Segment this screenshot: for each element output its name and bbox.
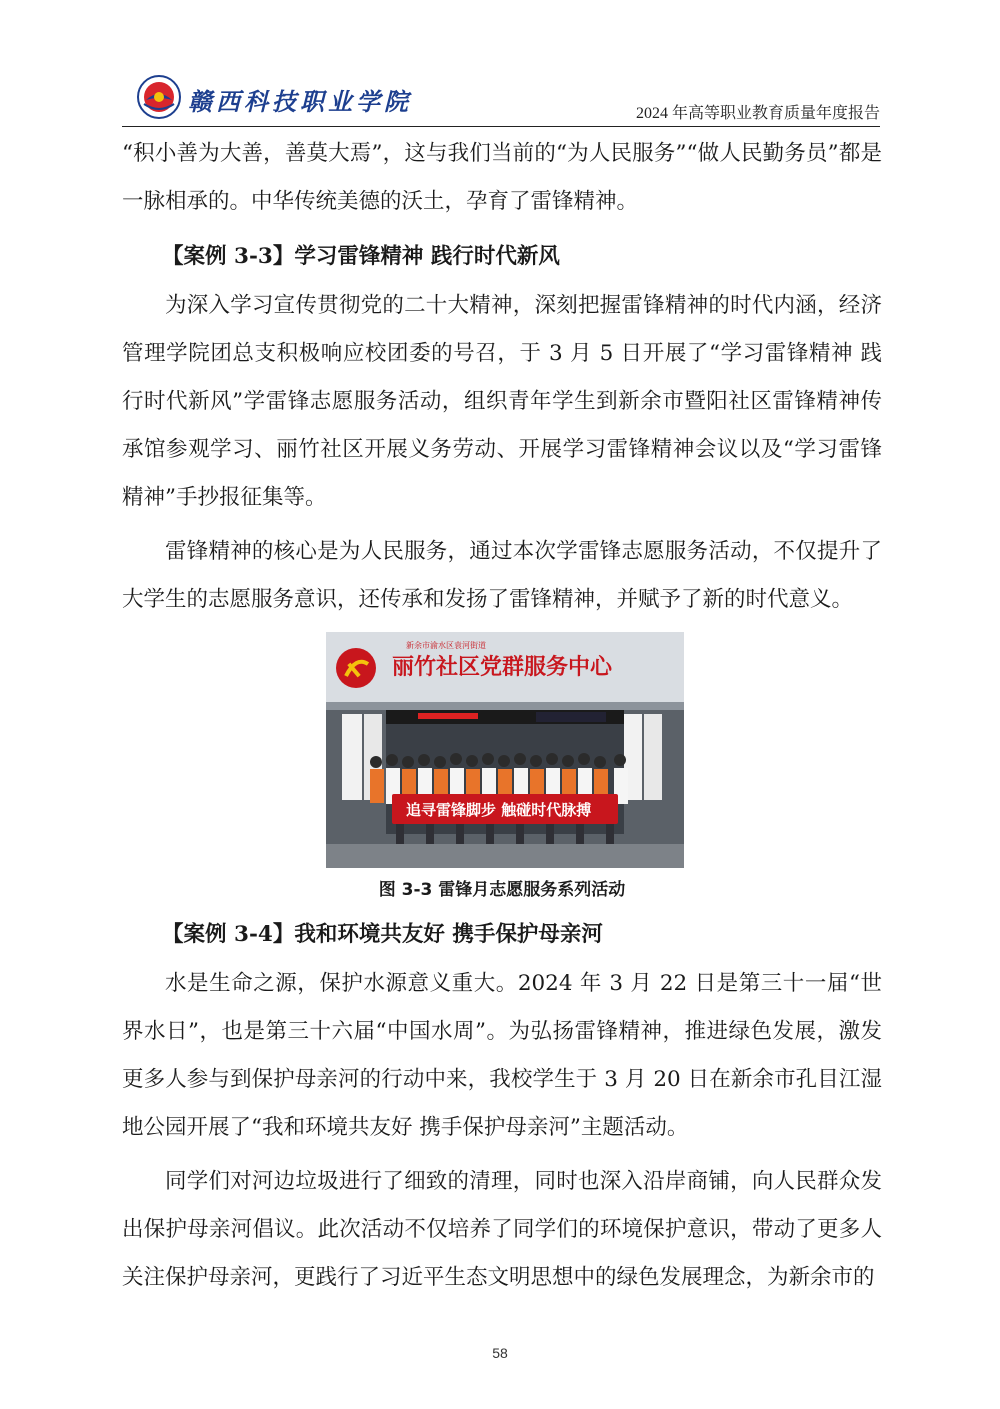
page-content [122, 130, 882, 1308]
activity-photo [326, 632, 684, 868]
photo-banner-text: 追寻雷锋脚步 触碰时代脉搏 [406, 801, 592, 819]
photo-sign-small: 新余市渝水区袁河街道 [406, 641, 486, 650]
page-header [122, 72, 880, 127]
figure-caption: 图 3-3 雷锋月志愿服务系列活动 [378, 880, 626, 900]
paragraph: 雷锋精神的核心是为人民服务，通过本次学雷锋志愿服务活动，不仅提升了大学生的志愿服务意识，还传承和发扬了雷锋精神，并赋予了新的时代意义。 [122, 539, 882, 612]
school-logo-icon [136, 74, 182, 120]
paragraph: 为深入学习宣传贯彻党的二十大精神，深刻把握雷锋精神的时代内涵，经济管理学院团总支积极响应校团委的号召，于 3 月 5 日开展了“学习雷锋精神 践行时代新风”学雷锋志愿服务活动，组织青年学生到新余市暨阳社区雷锋精神传承馆参观学习、丽竹社区开展义务劳动、开展学习雷锋精神会议以及“学习雷锋精神”手抄报征集等。 [122, 293, 882, 510]
report-title: 2024 年高等职业教育质量年度报告 [635, 105, 880, 122]
case-heading: 【案例 3-3】学习雷锋精神 践行时代新风 [162, 244, 560, 269]
paragraph: “积小善为大善，善莫大焉”，这与我们当前的“为人民服务”“做人民勤务员”都是一脉相承的。中华传统美德的沃土，孕育了雷锋精神。 [122, 141, 882, 214]
paragraph: 同学们对河边垃圾进行了细致的清理，同时也深入沿岸商铺，向人民群众发出保护母亲河倡议。此次活动不仅培养了同学们的环境保护意识，带动了更多人关注保护母亲河，更践行了习近平生态文明思想中的绿色发展理念，为新余市的 [122, 1169, 882, 1290]
school-name: 赣西科技职业学院 [188, 87, 412, 116]
page-number: 58 [492, 1345, 508, 1361]
photo-sign-main: 丽竹社区党群服务中心 [392, 654, 613, 680]
paragraph: 水是生命之源，保护水源意义重大。2024 年 3 月 22 日是第三十一届“世界水日”，也是第三十六届“中国水周”。为弘扬雷锋精神，推进绿色发展，激发更多人参与到保护母亲河的行动中来，我校学生于 3 月 20 日在新余市孔目江湿地公园开展了“我和环境共友好 携手保护母亲河”主题活动。 [122, 971, 882, 1140]
case-heading: 【案例 3-4】我和环境共友好 携手保护母亲河 [162, 922, 603, 947]
party-emblem-icon [336, 648, 376, 688]
